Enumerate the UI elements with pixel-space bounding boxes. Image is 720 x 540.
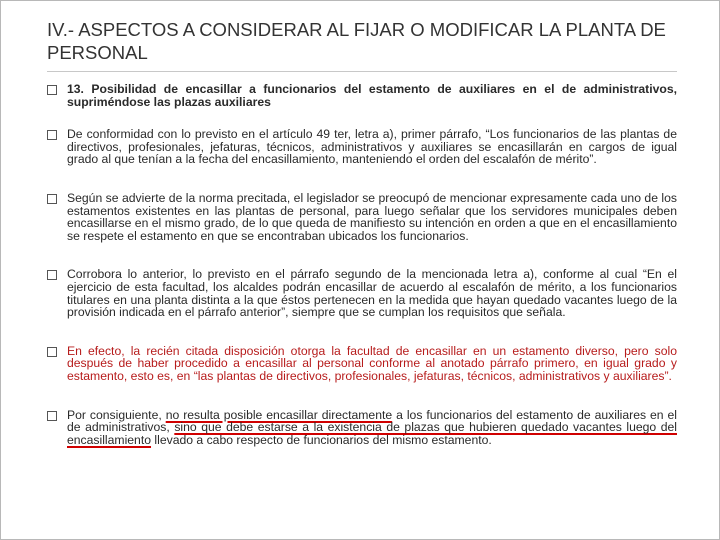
square-bullet-icon <box>47 411 57 421</box>
bullet-text: De conformidad con lo previsto en el artículo 49 ter, letra a), primer párrafo, “Los funcionarios de las plantas de directivos, profesionales, jefaturas, técnicos, administrativos y auxiliares se encasillarán en cargos de igual grado al que tenían a la fecha del encasillamiento, manteniendo el orden del escalafón de mérito”. <box>67 127 677 167</box>
bullet-text: Según se advierte de la norma precitada, el legislador se preocupó de mencionar expresamente cada uno de los estamentos existentes en las plantas de personal, para luego señalar que los servidores municipales deben encasillarse en el mismo grado, de lo que queda de manifiesto su intención en orden a que en el encasillamiento se respete el estamento en que se encontraban ubicados los funcionarios. <box>67 190 677 243</box>
square-bullet-icon <box>47 194 57 204</box>
bullet-list <box>47 83 677 446</box>
square-bullet-icon <box>47 85 57 95</box>
square-bullet-icon <box>47 130 57 140</box>
bullet-text: Corrobora lo anterior, lo previsto en el párrafo segundo de la mencionada letra a), conforme al cual “En el ejercicio de esta facultad, los alcaldes podrán encasillar de acuerdo al escalafón de mérito, a los funcionarios titulares en una planta distinta a la que éstos pertenecen en la medida que hayan quedado vacantes luego de la provisión indicada en el párrafo anterior”, siempre que se cumplan los requisitos que señala. <box>67 267 677 320</box>
bullet-item-heading <box>47 83 677 108</box>
bullet-text: 13. Posibilidad de encasillar a funcionarios del estamento de auxiliares en el de administrativos, supriméndose las plazas auxiliares <box>67 82 677 109</box>
underlined-phrase: sino que debe estarse a la existencia de plazas que hubieren quedado vacantes luego del encasillamiento <box>67 420 677 447</box>
bullet-text: En efecto, la recién citada disposición otorga la facultad de encasillar en un estamento diverso, pero solo después de haber procedido a encasillar al personal conforme al anotado párrafo primero, en igual grado y estamento, esto es, en “las plantas de directivos, profesionales, jefaturas, técnicos, administrativos y auxiliares”. <box>67 343 677 383</box>
bullet-item-conclusion <box>47 409 677 447</box>
title-divider <box>47 71 677 72</box>
bullet-text-pre: Por consiguiente, <box>67 407 166 422</box>
bullet-text-post: llevado a cabo respecto de funcionarios del mismo estamento. <box>151 432 492 447</box>
square-bullet-icon <box>47 270 57 280</box>
bullet-item <box>47 128 677 166</box>
bullet-item-highlighted <box>47 345 677 383</box>
bullet-item <box>47 192 677 242</box>
bullet-item <box>47 268 677 318</box>
slide-title: IV.- ASPECTOS A CONSIDERAR AL FIJAR O MODIFICAR LA PLANTA DE PERSONAL <box>47 19 666 63</box>
underlined-phrase: no resulta posible encasillar directamente <box>165 407 393 422</box>
square-bullet-icon <box>47 347 57 357</box>
bullet-text-mid: a los funcionarios del estamento de auxiliares en el de administrativos, <box>67 407 677 435</box>
